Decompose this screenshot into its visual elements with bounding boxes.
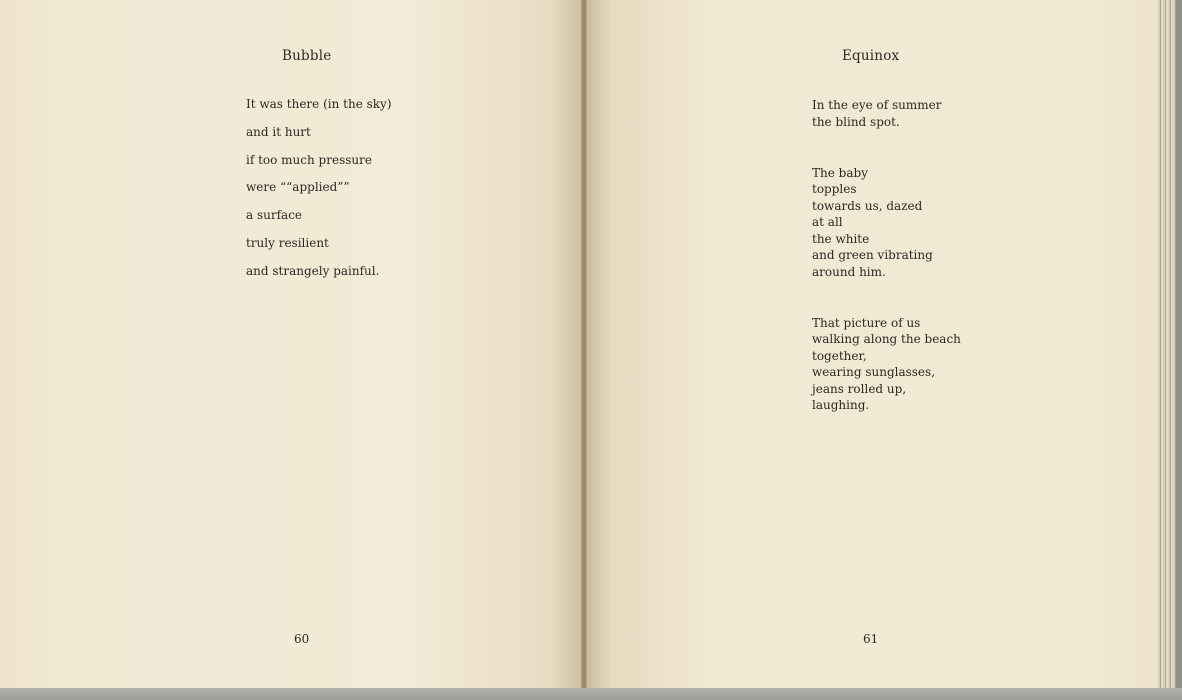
right-poem-line: topples (812, 182, 857, 196)
left-poem-line: and strangely painful. (246, 264, 380, 278)
book-cover-edge (1176, 0, 1182, 700)
left-poem-line: and it hurt (246, 125, 311, 139)
right-poem-line: That picture of us (812, 316, 921, 330)
right-poem-title: Equinox (842, 48, 900, 64)
book-cover-bottom (0, 688, 1182, 700)
left-poem-title: Bubble (282, 48, 332, 64)
right-poem-line: In the eye of summer (812, 98, 942, 112)
right-poem-line: laughing. (812, 398, 870, 412)
right-poem-line: towards us, dazed (812, 199, 923, 213)
right-poem-line: and green vibrating (812, 248, 933, 262)
right-poem-line: wearing sunglasses, (812, 365, 936, 379)
right-poem-line: the blind spot. (812, 115, 900, 129)
right-poem-line: walking along the beach (812, 332, 961, 346)
right-poem-line: jeans rolled up, (812, 382, 907, 396)
left-page-number: 60 (294, 632, 310, 646)
left-poem-line: if too much pressure (246, 153, 372, 167)
right-poem-line: the white (812, 232, 870, 246)
right-poem-line: The baby (812, 166, 868, 180)
left-poem-line: truly resilient (246, 236, 329, 250)
left-poem-line: were ““applied”” (246, 180, 350, 194)
right-poem-line: together, (812, 349, 867, 363)
left-poem-line: a surface (246, 208, 303, 222)
right-page-number: 61 (863, 632, 879, 646)
left-poem-line: It was there (in the sky) (246, 97, 392, 111)
right-poem-line: around him. (812, 265, 886, 279)
right-poem-line: at all (812, 215, 843, 229)
book-gutter (581, 0, 587, 690)
